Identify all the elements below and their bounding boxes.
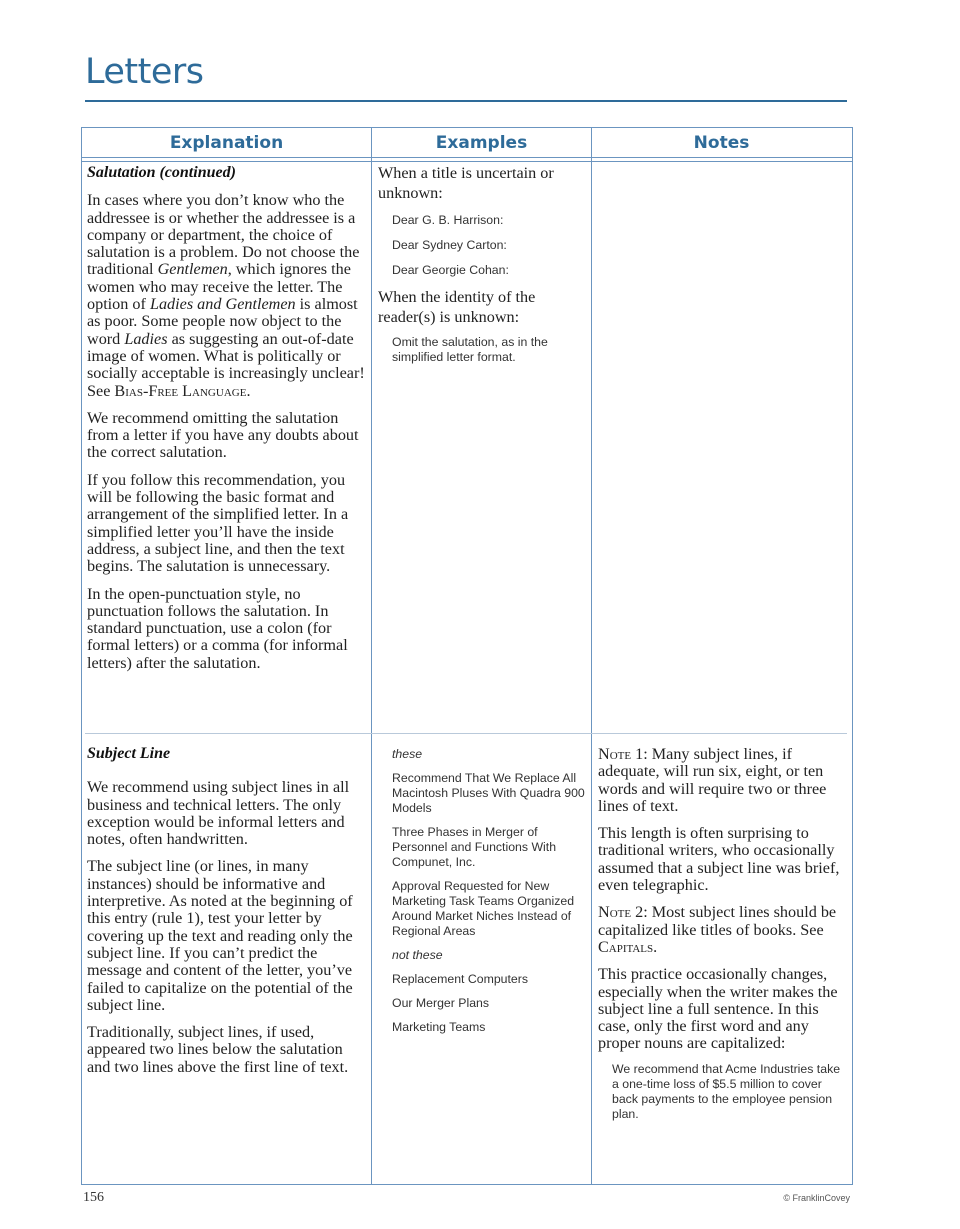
column-header-notes: Notes: [693, 133, 750, 153]
text: 2: Most subject lines should be capitalized like titles of books. See: [598, 903, 837, 939]
copyright: © FranklinCovey: [783, 1193, 850, 1203]
example-intro-2: When the identity of the reader(s) is unknown:: [378, 288, 536, 326]
page-title: Letters: [85, 52, 204, 92]
note-1: [598, 746, 844, 815]
note-2-example: We recommend that Acme Industries take a one-time loss of $5.5 million to cover back payments to the employee pension plan.: [612, 1061, 841, 1121]
example-item: Dear Sydney Carton:: [392, 238, 507, 252]
these-label: these: [392, 747, 423, 761]
text: as suggesting an out-of-date image of women. What is politically or socially acceptable is increasingly unclear! See: [87, 329, 365, 400]
bad-example: Our Merger Plans: [392, 996, 490, 1010]
text: is almost as poor. Some people now object to the word: [87, 295, 358, 348]
example-item: Dear G. B. Harrison:: [392, 213, 504, 227]
example-item: Dear Georgie Cohan:: [392, 263, 509, 277]
example-item: Omit the salutation, as in the simplified letter format.: [392, 335, 548, 364]
header-rule-top: [81, 157, 852, 158]
text: , which ignores the women who may receive the letter. The option of: [87, 260, 351, 314]
column-divider-2: [591, 127, 592, 1184]
subject-heading: Subject Line: [87, 745, 171, 762]
note-label: Note: [598, 903, 632, 922]
note-label: Note: [598, 745, 632, 763]
page-number: 156: [83, 1190, 104, 1205]
salutation-paragraph-4: In the open-punctuation style, no punctuation follows the salutation. In standard punctuation, use a colon (for formal letters) or a comma (for informal letters) after the salutation.: [87, 584, 348, 672]
subject-paragraph-2: The subject line (or lines, in many instances) should be informative and interpretive. As noted at the beginning of this entry (rule 1), test your letter by covering up the text and reading only the subject line. If you can’t predict the message and content of the letter, you’ve failed to capitalize on the potential of the subject line.: [87, 857, 353, 1014]
salutation-paragraph-3: If you follow this recommendation, you will be following the basic format and arrangement of the simplified letter. In a simplified letter you’ll have the inside address, a subject line, and then the text begins. The salutation is unnecessary.: [87, 470, 349, 576]
good-example: Approval Requested for New Marketing Task Teams Organized Around Market Niches Instead of Regional Areas: [392, 879, 575, 938]
cross-reference: Capitals: [598, 937, 654, 956]
salutation-examples: [378, 164, 583, 365]
salutation-paragraph-1: [87, 192, 365, 400]
title-rule: [85, 100, 847, 102]
bad-example: Replacement Computers: [392, 972, 529, 986]
column-header-explanation: Explanation: [169, 133, 284, 153]
text: In cases where you don’t know who the addressee is or whether the addressee is a company or department, the choice of salutation is a problem. Do not choose the traditional: [87, 191, 360, 279]
note-1-paragraph-2: This length is often surprising to traditional writers, who occasionally assumed that a subject line was brief, even telegraphic.: [598, 824, 840, 895]
italic-term: Ladies and Gentlemen: [149, 295, 296, 314]
salutation-heading: Salutation (continued): [87, 164, 236, 181]
row-separator: [85, 733, 847, 734]
text: .: [653, 937, 658, 956]
subject-paragraph-1: We recommend using subject lines in all business and technical letters. The only exception would be informal letters and notes, often handwritten.: [87, 778, 350, 849]
subject-examples: [392, 747, 587, 1035]
subject-explanation: [87, 745, 365, 1076]
column-header-examples: Examples: [435, 133, 528, 153]
note-2: [598, 904, 844, 956]
good-example: Three Phases in Merger of Personnel and Functions With Compunet, Inc.: [392, 825, 557, 869]
subject-notes: [598, 746, 844, 1122]
not-these-label: not these: [392, 948, 443, 962]
italic-term: Ladies: [124, 329, 168, 348]
salutation-paragraph-2: We recommend omitting the salutation from a letter if you have any doubts about the correct salutation.: [87, 408, 359, 462]
salutation-explanation: [87, 164, 365, 672]
header-rule-bottom: [81, 161, 852, 162]
example-intro-1: When a title is uncertain or unknown:: [378, 164, 554, 202]
bad-example: Marketing Teams: [392, 1020, 486, 1034]
column-divider-1: [371, 127, 372, 1184]
good-example: Recommend That We Replace All Macintosh Pluses With Quadra 900 Models: [392, 771, 585, 815]
cross-reference: Bias-Free Language: [114, 381, 247, 400]
text: 1: Many subject lines, if adequate, will run six, eight, or ten words and will require two or three lines of text.: [598, 745, 827, 815]
subject-paragraph-3: Traditionally, subject lines, if used, appeared two lines below the salutation and two lines above the first line of text.: [87, 1023, 349, 1076]
note-2-paragraph-2: This practice occasionally changes, especially when the writer makes the subject line a full sentence. In this case, only the first word and any proper nouns are capitalized:: [598, 965, 838, 1053]
text: .: [246, 381, 251, 400]
italic-term: Gentlemen: [157, 260, 228, 279]
